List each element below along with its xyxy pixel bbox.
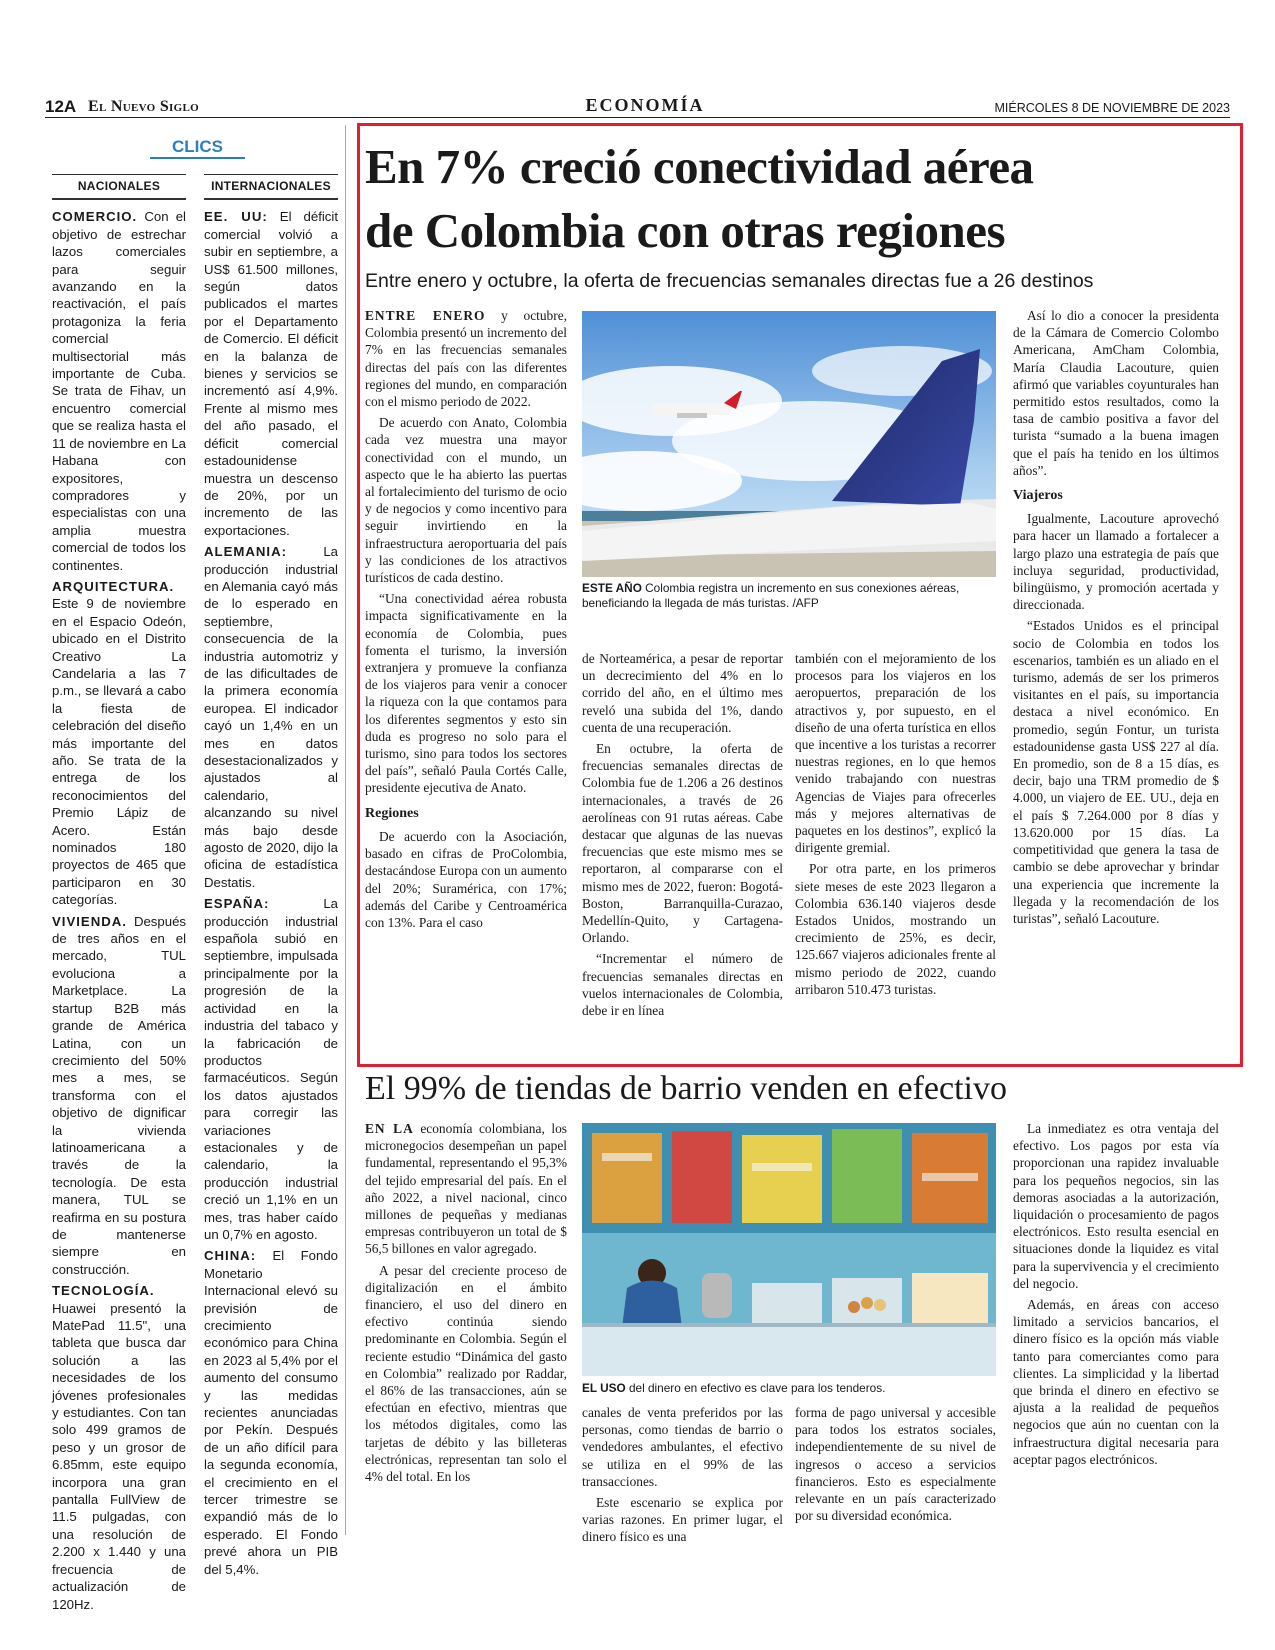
article2-photo-caption: EL USO del dinero en efectivo es clave para los tenderos. [582,1381,886,1395]
article1-column-3 [795,650,996,1002]
corner-store-photo [582,1123,996,1376]
article1-column-1 [365,307,567,935]
date-line: MIÉRCOLES 8 DE NOVIEMBRE DE 2023 [994,101,1230,115]
article-paragraph: Además, en áreas con acceso limitado a servicios bancarios, el dinero físico es la opción más viable tanto para comerciantes como para clientes. La simplicidad y la libertad que brinda el dinero en efectivo se ajusta a la realidad de pequeños negocios que aún no cuentan con la infraestructura digital necesaria para aceptar pagos electrónicos. [1013,1297,1219,1467]
sidebar-internacionales [204,174,338,1582]
brief-item: EE. UU: El déficit comercial volvió a subir en septiembre, a US$ 61.500 millones, según datos publicados el martes por el Departamento de Comercio. El déficit en la balanza de bienes y servicios se incrementó así 4,9%. Frente al mismo mes del año pasado, el déficit comercial estadounidense muestra un descenso de 20%, por un incremento de las exportaciones. [204,209,338,538]
article-paragraph: de Norteamérica, a pesar de reportar un decrecimiento del 4% en lo corrido del año, en el último mes reveló una subida del 1%, dando cuenta de una recuperación. [582,651,783,735]
article-paragraph: forma de pago universal y accesible para todos los estratos sociales, independientemente de su nivel de ingresos o acceso a servicios financieros. Esto es especialmente relevante en un país caracterizado por su diversidad económica. [795,1405,996,1524]
sidebar-title: CLICS [172,137,223,156]
article-paragraph: En octubre, la oferta de frecuencias semanales directas de Colombia fue de 1.206 a 26 destinos internacionales, a través de 26 aerolíneas con 91 rutas aéreas. Cabe destacar que algunas de las nuevas frecuencias que este mismo mes se reportaron, al compararse con el mismo mes de 2022, fueron: Bogotá-Boston, Barranquilla-Curazao, Medellín-Quito, y Cartagena-Orlando. [582,741,783,946]
article1-headline: En 7% creció conectividad aérea de Colombia con otras regiones [365,139,1034,258]
brief-item: VIVIENDA. Después de tres años en el mercado, TUL evoluciona a Marketplace. La startup B2B más grande de América Latina, con un crecimiento del 50% mes a mes, se transforma con el objetivo de dignificar la vivienda latinoamericana a través de la tecnología. De esta manera, TUL se reafirma en su postura de mantenerse siempre en construcción. [52,913,186,1277]
article-paragraph: La inmediatez es otra ventaja del efectivo. Los pagos por esta vía proporcionan una rapidez invaluable para los pequeños negocios, sin las demoras asociadas a la autorización, liquidación o procesamiento de pagos electrónicos. Esto resulta esencial en situaciones donde la liquidez es vital para la supervivencia y el crecimiento del negocio. [1013,1121,1219,1291]
article1-subhead-regiones: Regiones [365,805,419,821]
brief-item: ESPAÑA: La producción industrial española subió en septiembre, impulsada principalmente por la progresión de la actividad en la industria del tabaco y la fabricación de productos farmacéuticos. Según los datos ajustados para corregir las variaciones estacionales y de calendario, la producción industrial creció un 1,1% en un mes, tras haber caído un 0,7% en agosto. [204,896,338,1242]
article-paragraph: A pesar del creciente proceso de digitalización en el ámbito financiero, el uso del dinero en efectivo continúa siendo predominante en Colombia. Según el reciente estudio “Dinámica del gasto en Colombia” realizado por Raddar, el 86% de las transacciones, aún se efectúan en efectivo, mientras que los métodos digitales, como las tarjetas de débito y las billeteras electrónicas, representan tan solo el 4% del total. En los [365,1262,567,1485]
article2-column-3 [795,1404,996,1528]
brief-item: ARQUITECTURA. Este 9 de noviembre en el Espacio Odeón, ubicado en el Distrito Creativo La Candelaria a las 7 p.m., se llevará a cabo la fiesta de celebración del diseño más importante del año. Se trata de la entrega de los reconocimientos del Premio Lápiz de Acero. Están nominados 180 proyectos de 465 que participaron en 30 categorías. [52,578,186,908]
masthead-rule [45,117,1230,118]
article-paragraph: De acuerdo con la Asociación, basado en cifras de ProColombia, destacándose Europa con un aumento del 20%; Suramérica, con 17%; además del Caribe y Centroamérica con 13%. Para el caso [365,828,567,930]
article-paragraph: ENTRE ENERO y octubre, Colombia presentó un incremento del 7% en las frecuencias semanales directas del país con las diferentes regiones del mundo, en comparación con el mismo periodo de 2022. [365,308,567,410]
article2-column-1 [365,1120,567,1489]
article-paragraph: “Estados Unidos es el principal socio de Colombia en todos los escenarios, también es un aliado en el turismo, además de ser los primeros visitantes en el país, su importancia destaca a nivel económico. En promedio, según Fontur, un turista estadounidense gasta US$ 227 al día. En promedio, son de 8 a 15 días, es decir, bajo una TRM promedio de $ 4.000, un viajero de EE. UU., deja en el país $ 7.264.000 por 8 días y 13.620.000 por 15 días. La competitividad que genera la tasa de cambio se debe aprovechar y brindar una experiencia que incremente la llegada y la recomendación de los turistas”, señaló Lacouture. [1013,618,1219,926]
article1-photo-caption: ESTE AÑO Colombia registra un incremento en sus conexiones aéreas, beneficiando la llegada de más turistas. /AFP [582,581,960,610]
article2-column-4 [1013,1120,1219,1472]
article1-column-4 [1013,307,1219,931]
brief-item: TECNOLOGÍA. Huawei presentó la MatePad 11.5", una tableta que busca dar solución a las necesidades de los jóvenes profesionales y estudiantes. Con tan solo 499 gramos de peso y un grosor de 6.85mm, este equipo incorpora una gran pantalla FullView de 11.5 pulgadas, con una resolución de 2.200 x 1.440 y una frecuencia de actualización de 120Hz. [52,1283,186,1612]
article-paragraph: Por otra parte, en los primeros siete meses de este 2023 llegaron a Colombia 636.140 viajeros desde Estados Unidos, mostrando un crecimiento de 25%, es decir, 125.667 viajeros adicionales frente al mismo periodo de 2022, cuando arribaron 510.473 turistas. [795,861,996,997]
article-paragraph: también con el mejoramiento de los procesos para los viajeros en los aeropuertos, preparación de los atractivos y, por supuesto, en el diseño de una oferta turística en ellos que incentive a los turistas a recorrer nuestras regiones, en lo que hemos venido trabajando con nuestras Agencias de Viajes para ofrecerles más y mejores alternativas de paquetes en los destinos”, explicó la dirigente gremial. [795,651,996,856]
page-number: 12A [45,97,77,116]
article-paragraph: “Una conectividad aérea robusta impacta significativamente en la economía de Colombia, pues fomenta el turismo, la inversión extranjera y promueve la confianza de los viajeros para venir a conocer la riqueza con la que contamos para los diferentes segmentos y esto sin duda es progreso no solo para el turismo, sino para todos los sectores del país”, señaló Paula Cortés Calle, presidente ejecutiva de Anato. [365,591,567,796]
paper-name: El Nuevo Siglo [88,98,199,115]
article1-deck: Entre enero y octubre, la oferta de frecuencias semanales directas fue a 26 destinos [365,270,1094,292]
brief-item: CHINA: El Fondo Monetario Internacional elevó su previsión de crecimiento económico para China en 2023 al 5,4% por el aumento del consumo y las medidas recientes anunciadas por Pekín. Después de un año difícil para la segunda economía, el crecimiento en el tercer trimestre se expandió más de lo esperado. El Fondo prevé ahora un PIB del 5,4%. [204,1248,338,1577]
article1-subhead-viajeros: Viajeros [1013,488,1063,504]
article-paragraph: De acuerdo con Anato, Colombia cada vez muestra una mayor conectividad con el mundo, un aspecto que le ha abierto las puertas al fortalecimiento del turismo de ocio y de negocios y como incentivo para seguir invirtiendo en la infraestructura aeroportuaria del país y las condiciones de los atractivos turísticos de cada destino. [365,415,567,586]
brief-item: COMERCIO. Con el objetivo de estrechar lazos comerciales para seguir avanzando en la reactivación, el país protagoniza la feria comercial multisectorial más importante de Cuba. Se trata de Fihav, un encuentro comercial que se realiza hasta el 11 de noviembre en La Habana con expositores, compradores y especialistas con una amplia muestra comercial de todos los continentes. [52,209,186,573]
airplane-photo [582,311,996,577]
article-paragraph: EN LA economía colombiana, los micronegocios desempeñan un papel fundamental, representando el 95,3% del tejido empresarial del país. En el año 2022, a nivel nacional, cinco millones de pequeñas y medianas empresas contribuyeron un total de $ 56,5 billones en valor agregado. [365,1121,567,1257]
sidebar-title-rule [150,157,245,159]
article2-column-2 [582,1404,783,1550]
section-title: ECONOMÍA [585,95,705,115]
article1-column-2 [582,650,783,1023]
sidebar-nacionales [52,174,186,1617]
brief-item: ALEMANIA: La producción industrial en Alemania cayó más de lo esperado en septiembre, consecuencia de la industria automotriz y de las dificultades de la primera economía europea. El indicador cayó un 1,4% en un mes en datos desestacionalizados y ajustados al calendario, alcanzando su nivel más bajo desde agosto de 2020, dijo la oficina de estadística Destatis. [204,544,338,890]
article-paragraph: canales de venta preferidos por las personas, como tiendas de barrio o vendedores ambulantes, el efectivo se utiliza en el 99% de las transacciones. [582,1405,783,1489]
article2-headline: El 99% de tiendas de barrio venden en efectivo [365,1070,1007,1107]
article-paragraph: “Incrementar el número de frecuencias semanales directas en vuelos internacionales de Colombia, debe ir en línea [582,951,783,1019]
column-divider [345,125,346,1535]
article-paragraph: Este escenario se explica por varias razones. En primer lugar, el dinero físico es una [582,1495,783,1545]
article-paragraph: Así lo dio a conocer la presidenta de la Cámara de Comercio Colombo Americana, AmCham Colombia, María Claudia Lacouture, quien afirmó que variables coyunturales han permitido estos resultados, como la tasa de cambio positiva a favor del turista “sumado a la buena imagen que el país ha tenido en los últimos años”. [1013,308,1219,478]
article-paragraph: Igualmente, Lacouture aprovechó para hacer un llamado a fortalecer a largo plazo una estrategia de país que incluya seguridad, productividad, bilingüismo, y promoción acertada y direccionada. [1013,511,1219,613]
nacionales-header: NACIONALES [52,174,186,200]
internacionales-header: INTERNACIONALES [204,174,338,200]
